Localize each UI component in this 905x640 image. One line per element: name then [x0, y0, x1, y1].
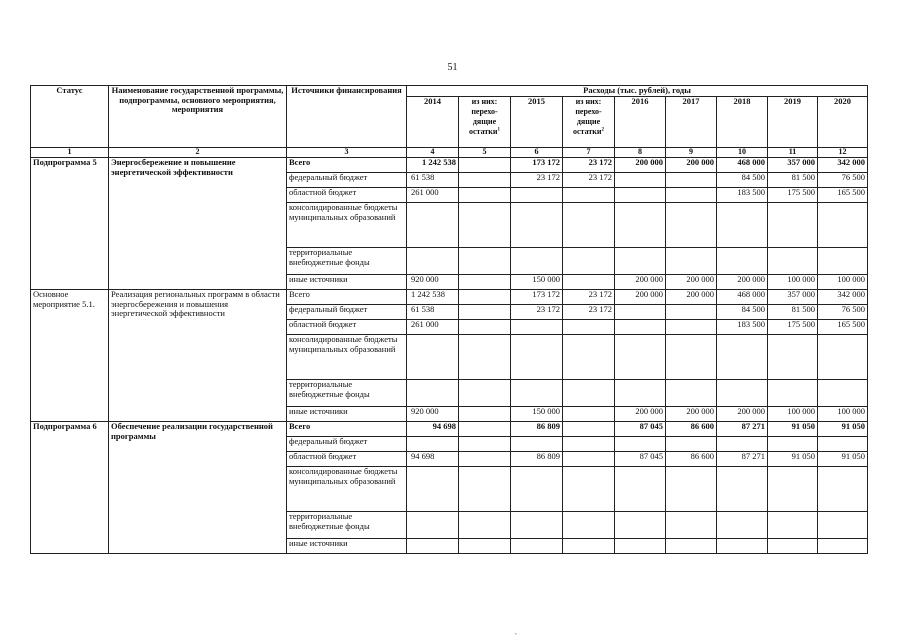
row-status: Основное мероприятие 5.1.	[31, 290, 109, 422]
amount-cell: 100 000	[768, 407, 818, 422]
amount-cell: 183 500	[717, 188, 768, 203]
row-status: Подпрограмма 6	[31, 422, 109, 554]
amount-cell	[459, 452, 511, 467]
amount-cell	[563, 275, 615, 290]
amount-cell: 165 500	[818, 320, 868, 335]
header-2015: 2015	[511, 97, 563, 148]
amount-cell	[563, 335, 615, 380]
amount-cell	[666, 380, 717, 407]
header-carry-2014: из них: перехо- дящие остатки$^1$	[459, 97, 511, 148]
amount-cell: 23 172	[563, 158, 615, 173]
funding-source: территориальные внебюджетные фонды	[287, 512, 407, 539]
amount-cell	[768, 380, 818, 407]
amount-cell: 23 172	[511, 173, 563, 188]
funding-source: территориальные внебюджетные фонды	[287, 380, 407, 407]
header-2018: 2018	[717, 97, 768, 148]
amount-cell: 23 172	[511, 305, 563, 320]
column-number: 1	[31, 148, 109, 158]
amount-cell	[666, 305, 717, 320]
amount-cell	[459, 539, 511, 554]
amount-cell: 173 172	[511, 290, 563, 305]
amount-cell: 87 271	[717, 452, 768, 467]
amount-cell	[615, 188, 666, 203]
amount-cell	[666, 203, 717, 248]
amount-cell: 468 000	[717, 158, 768, 173]
budget-table	[30, 85, 868, 554]
amount-cell	[511, 380, 563, 407]
amount-cell: 200 000	[615, 158, 666, 173]
amount-cell: 91 050	[768, 422, 818, 437]
amount-cell: 81 500	[768, 173, 818, 188]
amount-cell	[459, 335, 511, 380]
amount-cell: 91 050	[818, 452, 868, 467]
column-number: 9	[666, 148, 717, 158]
amount-cell: 23 172	[563, 290, 615, 305]
amount-cell	[615, 380, 666, 407]
amount-cell	[459, 407, 511, 422]
amount-cell: 91 050	[768, 452, 818, 467]
amount-cell	[666, 248, 717, 275]
amount-cell: 150 000	[511, 275, 563, 290]
column-number: 5	[459, 148, 511, 158]
amount-cell: 200 000	[615, 275, 666, 290]
amount-cell	[459, 158, 511, 173]
amount-cell	[615, 467, 666, 512]
amount-cell: 86 809	[511, 422, 563, 437]
amount-cell: 86 809	[511, 452, 563, 467]
amount-cell	[407, 203, 459, 248]
funding-source: консолидированные бюджеты муниципальных образований	[287, 335, 407, 380]
amount-cell	[615, 512, 666, 539]
amount-cell	[615, 335, 666, 380]
table-body	[31, 158, 868, 554]
amount-cell	[459, 275, 511, 290]
amount-cell	[563, 380, 615, 407]
amount-cell	[717, 539, 768, 554]
page-number: 51	[447, 62, 458, 73]
funding-source: иные источники	[287, 407, 407, 422]
amount-cell	[511, 539, 563, 554]
header-status: Статус	[31, 86, 109, 148]
column-number-row	[31, 148, 868, 158]
amount-cell	[768, 248, 818, 275]
funding-source: Всего	[287, 290, 407, 305]
funding-source: консолидированные бюджеты муниципальных образований	[287, 467, 407, 512]
amount-cell	[818, 467, 868, 512]
amount-cell: 200 000	[666, 407, 717, 422]
amount-cell	[818, 539, 868, 554]
header-2019: 2019	[768, 97, 818, 148]
amount-cell	[717, 512, 768, 539]
amount-cell: 87 045	[615, 422, 666, 437]
amount-cell	[818, 380, 868, 407]
amount-cell: 100 000	[818, 275, 868, 290]
amount-cell	[666, 188, 717, 203]
amount-cell: 200 000	[615, 290, 666, 305]
amount-cell	[459, 467, 511, 512]
amount-cell	[666, 437, 717, 452]
amount-cell: 200 000	[666, 158, 717, 173]
amount-cell	[818, 335, 868, 380]
funding-source: федеральный бюджет	[287, 173, 407, 188]
table-row	[31, 290, 868, 305]
column-number: 12	[818, 148, 868, 158]
amount-cell: 1 242 538	[407, 158, 459, 173]
amount-cell	[407, 380, 459, 407]
amount-cell	[511, 203, 563, 248]
amount-cell	[615, 305, 666, 320]
amount-cell: 183 500	[717, 320, 768, 335]
amount-cell	[768, 203, 818, 248]
amount-cell	[563, 452, 615, 467]
header-name: Наименование государственной программы, подпрограммы, основного мероприятия, мероприятия	[109, 86, 287, 148]
footer-mark: ,	[515, 628, 517, 636]
amount-cell: 94 698	[407, 452, 459, 467]
amount-cell: 342 000	[818, 158, 868, 173]
amount-cell: 86 600	[666, 452, 717, 467]
header-2014: 2014	[407, 97, 459, 148]
amount-cell	[407, 539, 459, 554]
amount-cell	[459, 248, 511, 275]
amount-cell: 87 045	[615, 452, 666, 467]
funding-source: Всего	[287, 422, 407, 437]
amount-cell: 86 600	[666, 422, 717, 437]
amount-cell	[459, 290, 511, 305]
amount-cell: 81 500	[768, 305, 818, 320]
column-number: 10	[717, 148, 768, 158]
amount-cell	[511, 248, 563, 275]
amount-cell	[563, 422, 615, 437]
amount-cell	[818, 203, 868, 248]
amount-cell	[459, 320, 511, 335]
amount-cell	[459, 380, 511, 407]
amount-cell	[666, 173, 717, 188]
funding-source: Всего	[287, 158, 407, 173]
amount-cell	[666, 320, 717, 335]
amount-cell: 920 000	[407, 275, 459, 290]
funding-source: федеральный бюджет	[287, 437, 407, 452]
table-header	[31, 86, 868, 158]
amount-cell	[615, 539, 666, 554]
amount-cell	[666, 539, 717, 554]
amount-cell	[717, 248, 768, 275]
header-sources: Источники финансирования	[287, 86, 407, 148]
amount-cell: 200 000	[717, 407, 768, 422]
funding-source: консолидированные бюджеты муниципальных образований	[287, 203, 407, 248]
amount-cell	[615, 437, 666, 452]
amount-cell: 200 000	[666, 290, 717, 305]
header-2016: 2016	[615, 97, 666, 148]
header-carry-2015: из них: перехо- дящие остатки$^2$	[563, 97, 615, 148]
amount-cell: 61 538	[407, 305, 459, 320]
amount-cell	[768, 512, 818, 539]
amount-cell	[459, 422, 511, 437]
amount-cell	[407, 512, 459, 539]
amount-cell	[666, 512, 717, 539]
funding-source: областной бюджет	[287, 452, 407, 467]
row-status: Подпрограмма 5	[31, 158, 109, 290]
amount-cell	[717, 467, 768, 512]
amount-cell	[459, 188, 511, 203]
amount-cell: 23 172	[563, 305, 615, 320]
amount-cell: 76 500	[818, 305, 868, 320]
funding-source: областной бюджет	[287, 320, 407, 335]
amount-cell: 920 000	[407, 407, 459, 422]
funding-source: федеральный бюджет	[287, 305, 407, 320]
amount-cell	[717, 380, 768, 407]
amount-cell: 261 000	[407, 320, 459, 335]
amount-cell	[563, 437, 615, 452]
amount-cell: 91 050	[818, 422, 868, 437]
amount-cell: 165 500	[818, 188, 868, 203]
amount-cell	[511, 335, 563, 380]
header-2017: 2017	[666, 97, 717, 148]
amount-cell: 76 500	[818, 173, 868, 188]
amount-cell	[818, 437, 868, 452]
amount-cell: 173 172	[511, 158, 563, 173]
amount-cell	[511, 320, 563, 335]
funding-source: иные источники	[287, 275, 407, 290]
header-expenses: Расходы (тыс. рублей), годы	[407, 86, 868, 97]
amount-cell	[407, 467, 459, 512]
amount-cell: 100 000	[768, 275, 818, 290]
column-number: 2	[109, 148, 287, 158]
amount-cell	[407, 437, 459, 452]
amount-cell: 150 000	[511, 407, 563, 422]
amount-cell: 87 271	[717, 422, 768, 437]
amount-cell: 100 000	[818, 407, 868, 422]
amount-cell	[768, 467, 818, 512]
amount-cell	[615, 320, 666, 335]
amount-cell	[407, 335, 459, 380]
amount-cell	[407, 248, 459, 275]
amount-cell	[459, 437, 511, 452]
column-number: 11	[768, 148, 818, 158]
amount-cell: 200 000	[717, 275, 768, 290]
amount-cell	[615, 203, 666, 248]
funding-source: территориальные внебюджетные фонды	[287, 248, 407, 275]
amount-cell	[717, 437, 768, 452]
amount-cell	[768, 437, 818, 452]
amount-cell: 175 500	[768, 188, 818, 203]
amount-cell: 23 172	[563, 173, 615, 188]
amount-cell: 84 500	[717, 173, 768, 188]
amount-cell	[563, 203, 615, 248]
amount-cell	[768, 335, 818, 380]
amount-cell: 200 000	[666, 275, 717, 290]
column-number: 6	[511, 148, 563, 158]
amount-cell: 200 000	[615, 407, 666, 422]
amount-cell	[666, 335, 717, 380]
amount-cell	[563, 188, 615, 203]
amount-cell	[717, 203, 768, 248]
amount-cell	[563, 539, 615, 554]
amount-cell	[563, 512, 615, 539]
column-number: 4	[407, 148, 459, 158]
amount-cell: 1 242 538	[407, 290, 459, 305]
table-row	[31, 158, 868, 173]
amount-cell	[459, 173, 511, 188]
amount-cell: 175 500	[768, 320, 818, 335]
amount-cell: 357 000	[768, 290, 818, 305]
amount-cell: 261 000	[407, 188, 459, 203]
amount-cell: 61 538	[407, 173, 459, 188]
amount-cell: 94 698	[407, 422, 459, 437]
header-2020: 2020	[818, 97, 868, 148]
amount-cell	[511, 437, 563, 452]
table-row	[31, 422, 868, 437]
amount-cell	[666, 467, 717, 512]
amount-cell: 357 000	[768, 158, 818, 173]
row-name: Реализация региональных программ в области энергосбережения и повышения энергетической эффективности	[109, 290, 287, 422]
amount-cell	[768, 539, 818, 554]
column-number: 7	[563, 148, 615, 158]
amount-cell	[615, 248, 666, 275]
amount-cell	[563, 248, 615, 275]
amount-cell	[459, 512, 511, 539]
amount-cell	[511, 512, 563, 539]
row-name: Обеспечение реализации государственной программы	[109, 422, 287, 554]
amount-cell	[563, 320, 615, 335]
amount-cell	[563, 407, 615, 422]
amount-cell	[511, 467, 563, 512]
amount-cell: 84 500	[717, 305, 768, 320]
amount-cell: 468 000	[717, 290, 768, 305]
amount-cell	[717, 335, 768, 380]
amount-cell: 342 000	[818, 290, 868, 305]
amount-cell	[459, 203, 511, 248]
amount-cell	[615, 173, 666, 188]
amount-cell	[818, 248, 868, 275]
column-number: 3	[287, 148, 407, 158]
amount-cell	[563, 467, 615, 512]
column-number: 8	[615, 148, 666, 158]
funding-source: областной бюджет	[287, 188, 407, 203]
amount-cell	[511, 188, 563, 203]
amount-cell	[459, 305, 511, 320]
amount-cell	[818, 512, 868, 539]
row-name: Энергосбережение и повышение энергетической эффективности	[109, 158, 287, 290]
funding-source: иные источники	[287, 539, 407, 554]
